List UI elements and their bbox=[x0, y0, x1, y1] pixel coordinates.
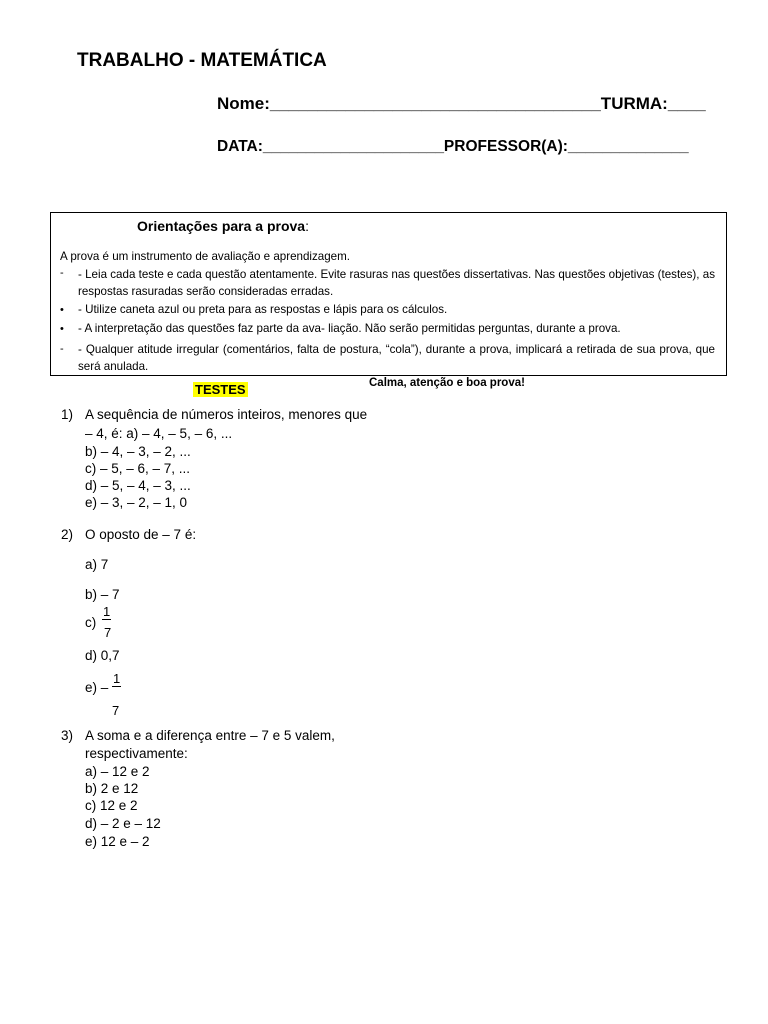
document-title: TRABALHO - MATEMÁTICA bbox=[77, 50, 327, 71]
date-teacher-field-line: DATA:_____________________PROFESSOR(A):______________ bbox=[217, 138, 689, 155]
answer-option: d) – 5, – 4, – 3, ... bbox=[85, 478, 191, 493]
fraction-denominator: 7 bbox=[112, 703, 120, 718]
fraction-numerator: 1 bbox=[113, 671, 121, 686]
question-number: 1) bbox=[61, 407, 74, 422]
question-text-continued: respectivamente: bbox=[85, 746, 188, 761]
instructions-title: Orientações para a prova: bbox=[137, 218, 309, 234]
answer-option: c) – 5, – 6, – 7, ... bbox=[85, 461, 191, 476]
answer-option: a) 7 bbox=[85, 557, 109, 572]
answer-option: b) – 4, – 3, – 2, ... bbox=[85, 444, 191, 459]
rule-bullet: • bbox=[60, 323, 64, 335]
answer-option-label: c) bbox=[85, 615, 97, 630]
name-class-field-line: Nome:___________________________________TURMA:____ bbox=[217, 94, 706, 113]
answer-option: d) 0,7 bbox=[85, 648, 120, 663]
fraction-denominator: 7 bbox=[104, 625, 112, 640]
rule-item: - Utilize caneta azul ou preta para as respostas e lápis para os cálculos. bbox=[78, 303, 448, 316]
rule-item: - Qualquer atitude irregular (comentários, falta de postura, “cola”), durante a prova, implicará a retirada de sua prova, que será anulada. bbox=[78, 343, 715, 373]
answer-option: c) 12 e 2 bbox=[85, 798, 138, 813]
rule-bullet: - bbox=[60, 343, 64, 355]
rule-bullet: • bbox=[60, 304, 64, 316]
answer-option: e) 12 e – 2 bbox=[85, 834, 150, 849]
rule-item: - A interpretação das questões faz parte da ava- liação. Não serão permitidas perguntas, durante a prova. bbox=[78, 322, 621, 335]
question-text: A sequência de números inteiros, menores que bbox=[85, 407, 368, 422]
answer-option: d) – 2 e – 12 bbox=[85, 816, 161, 831]
instructions-intro: A prova é um instrumento de avaliação e aprendizagem. bbox=[60, 250, 351, 263]
question-number: 2) bbox=[61, 527, 74, 542]
answer-option: e) – 3, – 2, – 1, 0 bbox=[85, 495, 188, 510]
closing-message: Calma, atenção e boa prova! bbox=[369, 377, 525, 389]
answer-option: – 4, é: a) – 4, – 5, – 6, ... bbox=[85, 426, 233, 441]
answer-option: b) – 7 bbox=[85, 587, 120, 602]
question-number: 3) bbox=[61, 728, 74, 743]
question-text: O oposto de – 7 é: bbox=[85, 527, 197, 542]
rule-item: - Leia cada teste e cada questão atentamente. Evite rasuras nas questões dissertativas. Nas questões objetivas (testes), as respostas rasuradas serão consideradas erradas. bbox=[78, 268, 715, 298]
answer-option: b) 2 e 12 bbox=[85, 781, 139, 796]
rule-bullet: - bbox=[60, 267, 64, 279]
section-label-testes: TESTES bbox=[195, 382, 246, 397]
answer-option-label: e) – bbox=[85, 680, 109, 695]
fraction-numerator: 1 bbox=[103, 604, 111, 619]
answer-option: a) – 12 e 2 bbox=[85, 764, 150, 779]
question-text: A soma e a diferença entre – 7 e 5 valem, bbox=[85, 728, 335, 743]
